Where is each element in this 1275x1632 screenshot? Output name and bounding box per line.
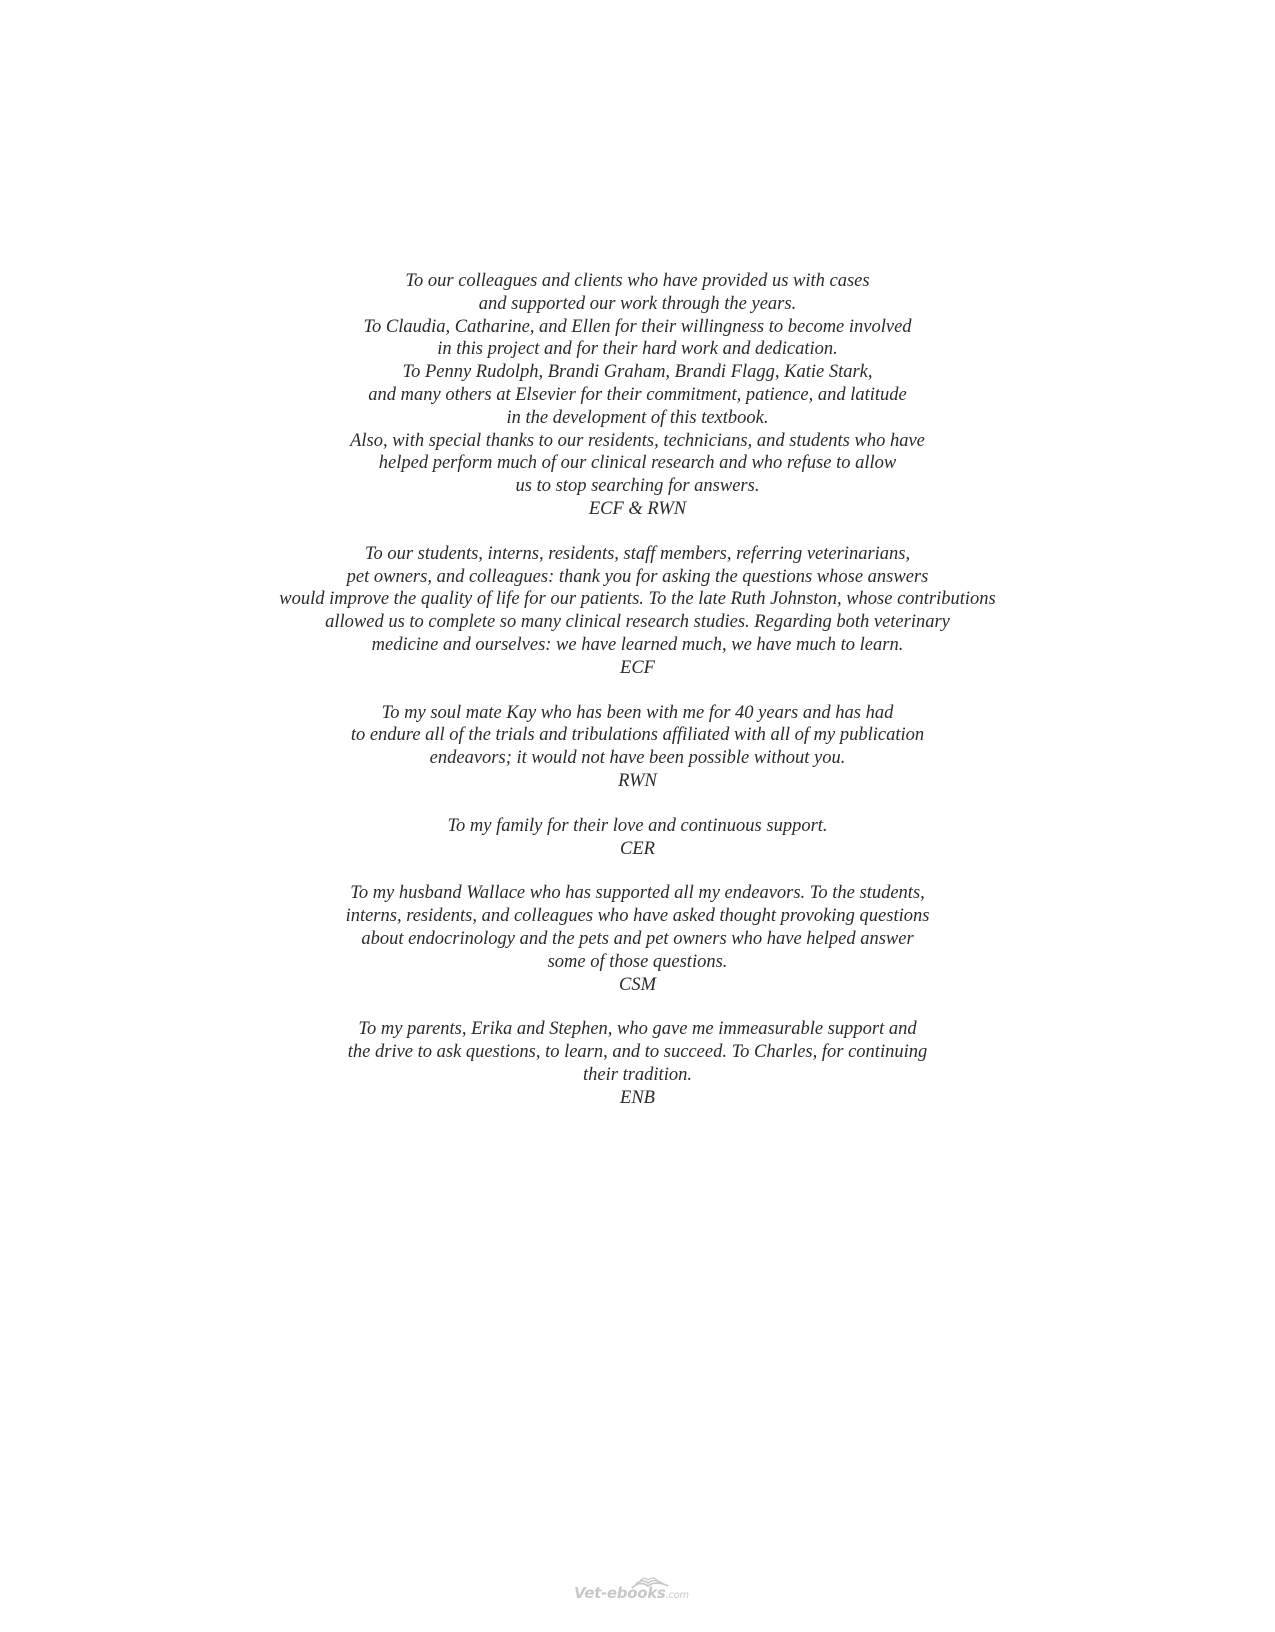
- dedication-block: [0, 815, 1275, 861]
- watermark-domain: .com: [665, 1590, 689, 1601]
- dedication-page: [0, 270, 1275, 1132]
- dedication-line: medicine and ourselves: we have learned much, we have much to learn.: [371, 634, 904, 655]
- dedication-block: [0, 543, 1275, 680]
- dedication-line: to endure all of the trials and tribulations affiliated with all of my publication: [350, 725, 925, 746]
- dedication-line: To my family for their love and continuous support.: [447, 815, 828, 836]
- dedication-line: endeavors; it would not have been possible without you.: [429, 748, 846, 769]
- watermark-logo: [572, 1578, 712, 1608]
- watermark-brand: Vet-ebooks: [574, 1584, 666, 1602]
- dedication-line: To my parents, Erika and Stephen, who gave me immeasurable support and: [358, 1019, 917, 1040]
- dedication-line: To my soul mate Kay who has been with me for 40 years and has had: [381, 702, 894, 723]
- dedication-signature: ENB: [620, 1087, 655, 1108]
- dedication-block: [0, 270, 1275, 521]
- dedication-line: in this project and for their hard work and dedication.: [437, 339, 838, 360]
- dedication-signature: ECF: [620, 657, 655, 678]
- dedication-signature: ECF & RWN: [588, 498, 687, 519]
- dedication-block: [0, 702, 1275, 793]
- dedication-block: [0, 1018, 1275, 1109]
- dedication-line: us to stop searching for answers.: [515, 476, 760, 497]
- dedication-signature: CSM: [619, 974, 656, 995]
- dedication-signature: CER: [620, 838, 655, 859]
- dedication-line: and supported our work through the years.: [478, 293, 797, 314]
- dedication-line: and many others at Elsevier for their commitment, patience, and latitude: [368, 384, 907, 405]
- dedication-line: To our students, interns, residents, staff members, referring veterinarians,: [364, 543, 911, 564]
- watermark-text: [574, 1584, 689, 1602]
- dedication-line: helped perform much of our clinical research and who refuse to allow: [378, 453, 897, 474]
- dedication-signature: RWN: [618, 770, 657, 791]
- dedication-line: the drive to ask questions, to learn, and to succeed. To Charles, for continuing: [347, 1042, 928, 1063]
- dedication-line: To our colleagues and clients who have provided us with cases: [405, 271, 870, 291]
- dedication-block: [0, 882, 1275, 996]
- dedication-line: in the development of this textbook.: [506, 407, 769, 428]
- dedication-line: would improve the quality of life for our patients. To the late Ruth Johnston, whose contributions: [279, 589, 996, 610]
- dedication-line: To Claudia, Catharine, and Ellen for their willingness to become involved: [363, 316, 912, 337]
- dedication-line: To my husband Wallace who has supported all my endeavors. To the students,: [350, 883, 925, 904]
- dedication-line: allowed us to complete so many clinical research studies. Regarding both veterinary: [325, 612, 950, 633]
- dedication-line: interns, residents, and colleagues who have asked thought provoking questions: [345, 906, 930, 927]
- dedication-line: Also, with special thanks to our residents, technicians, and students who have: [350, 430, 925, 451]
- dedication-line: pet owners, and colleagues: thank you for asking the questions whose answers: [346, 566, 929, 587]
- dedication-line: their tradition.: [583, 1064, 692, 1085]
- dedication-line: about endocrinology and the pets and pet owners who have helped answer: [361, 928, 914, 949]
- dedication-line: some of those questions.: [547, 951, 728, 972]
- dedication-line: To Penny Rudolph, Brandi Graham, Brandi Flagg, Katie Stark,: [402, 362, 873, 383]
